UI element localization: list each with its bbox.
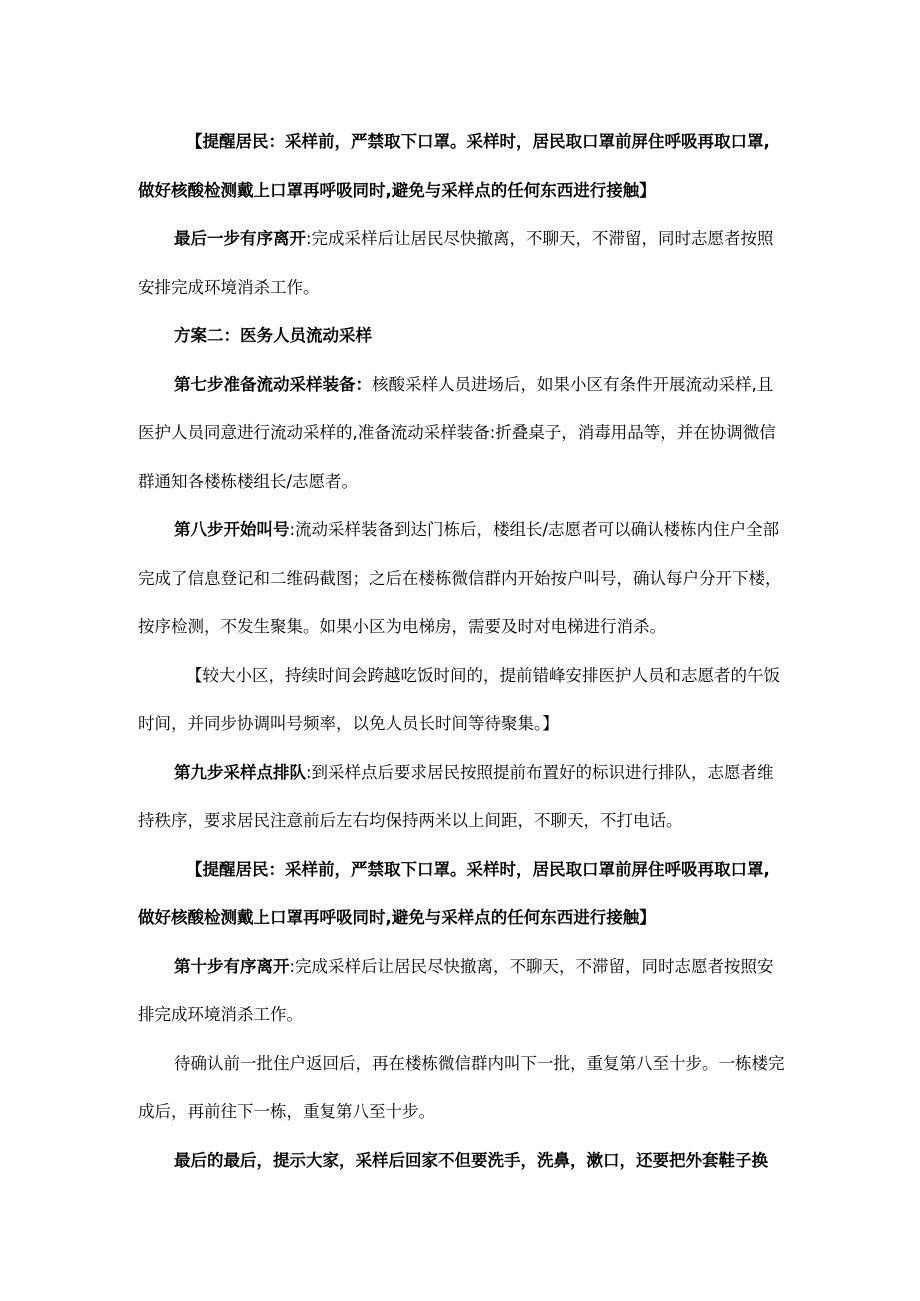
- paragraph-text: 【提醒居民：采样前，严禁取下口罩。采样时，居民取口罩前屏住呼吸再取口罩,做好核酸检测戴上口罩再呼吸同时,避免与采样点的任何东西进行接触】: [138, 132, 770, 200]
- step-nine-paragraph: [138, 749, 786, 846]
- paragraph-text: :完成采样后让居民尽快撤离，不聊天，不滞留，同时志愿者按照安排完成环境消杀工作。: [138, 956, 774, 1024]
- paragraph-text: 核酸采样人员进场后，如果小区有条件开展流动采样,且医护人员同意进行流动采样的,准备流动采样装备:折叠桌子，消毒用品等，并在协调微信群通知各楼栋楼组长/志愿者。: [138, 374, 776, 491]
- paragraph-text: :流动采样装备到达门栋后，楼组长/志愿者可以确认楼栋内住户全部完成了信息登记和二维码截图；之后在楼栋微信群内开始按户叫号，确认每户分开下楼，按序检测，不发生聚集。如果小区为电梯房，需要及时对电梯进行消杀。: [138, 520, 782, 636]
- step-ten-paragraph: [138, 943, 786, 1040]
- final-reminder-paragraph: [138, 1137, 786, 1186]
- paragraph-lead: 第九步采样点排队: [174, 762, 306, 782]
- paragraph-text: 方案二：医务人员流动采样: [174, 326, 372, 345]
- paragraph-lead: 第八步开始叫号: [174, 520, 290, 539]
- paragraph-text: 待确认前一批住户返回后，再在楼栋微信群内叫下一批，重复第八至十步。一栋楼完成后，再前往下一栋，重复第八至十步。: [138, 1053, 785, 1121]
- paragraph-lead: 最后一步有序离开: [174, 229, 306, 248]
- next-batch-paragraph: [138, 1040, 786, 1137]
- paragraph-text: 【较大小区，持续时间会跨越吃饭时间的，提前错峰安排医护人员和志愿者的午饭时间，并同步协调叫号频率，以免人员长时间等待聚集。】: [138, 665, 780, 733]
- step-eight-paragraph: [138, 506, 786, 652]
- paragraph-lead: 第十步有序离开: [174, 956, 290, 976]
- reminder-paragraph-1: [138, 118, 786, 215]
- paragraph-text: 【提醒居民：采样前，严禁取下口罩。采样时，居民取口罩前屏住呼吸再取口罩,做好核酸检测戴上口罩再呼吸同时,避免与采样点的任何东西进行接触】: [138, 859, 770, 927]
- final-step-orderly-leave-paragraph: [138, 215, 786, 312]
- paragraph-text: :完成采样后让居民尽快撤离，不聊天，不滞留，同时志愿者按照安排完成环境消杀工作。: [138, 229, 774, 297]
- document-body: [138, 118, 786, 1185]
- large-community-note-paragraph: [138, 652, 786, 749]
- reminder-paragraph-2: [138, 846, 786, 943]
- plan-two-heading: [138, 312, 786, 361]
- paragraph-lead: 第七步准备流动采样装备：: [174, 374, 372, 394]
- paragraph-text: 最后的最后，提示大家，采样后回家不但要洗手，洗鼻，漱口，还要把外套鞋子换: [174, 1150, 768, 1170]
- step-seven-paragraph: [138, 361, 786, 507]
- paragraph-text: :到采样点后要求居民按照提前布置好的标识进行排队，志愿者维持秩序，要求居民注意前后左右均保持两米以上间距，不聊天，不打电话。: [138, 762, 774, 830]
